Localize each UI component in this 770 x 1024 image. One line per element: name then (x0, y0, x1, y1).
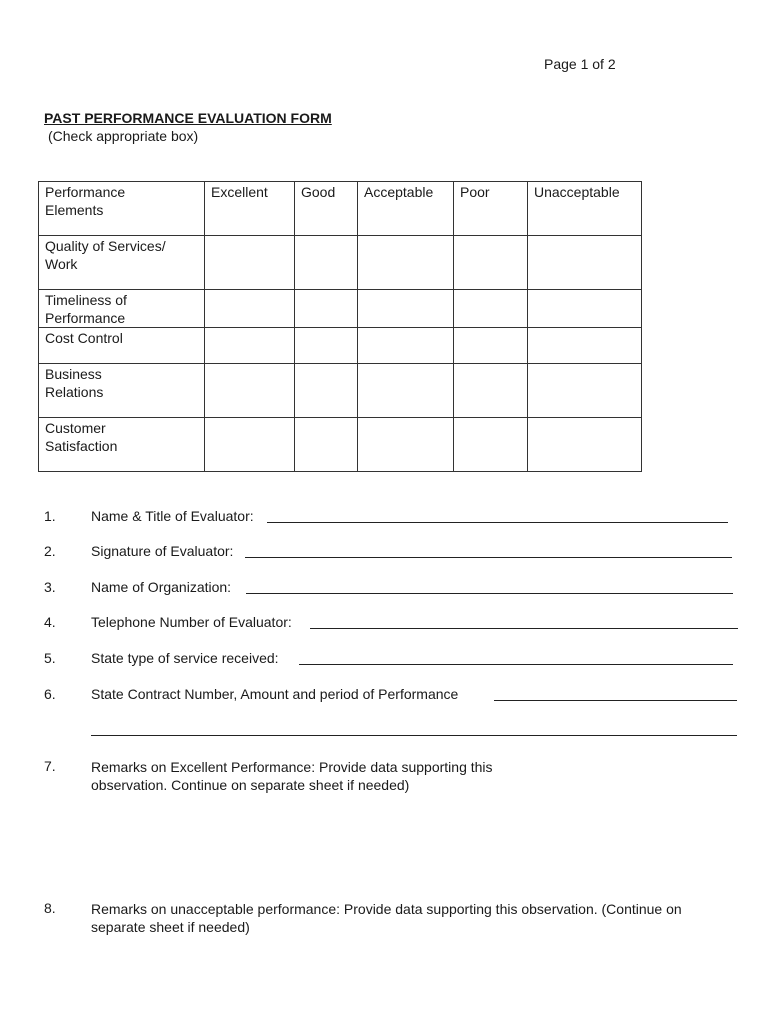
evaluator-telephone-label: Telephone Number of Evaluator: (91, 614, 292, 630)
evaluator-telephone-field[interactable] (310, 628, 738, 629)
row-label: Customer Satisfaction (39, 418, 205, 472)
rating-checkbox-unacceptable[interactable] (528, 290, 642, 328)
table-row (39, 418, 642, 472)
evaluator-name-field[interactable] (267, 522, 728, 523)
rating-checkbox-unacceptable[interactable] (528, 364, 642, 418)
rating-checkbox-acceptable[interactable] (358, 364, 454, 418)
item-number: 6. (44, 686, 56, 702)
rating-checkbox-acceptable[interactable] (358, 236, 454, 290)
header-poor: Poor (454, 182, 528, 236)
form-title: PAST PERFORMANCE EVALUATION FORM (44, 110, 332, 126)
unacceptable-remarks-label: Remarks on unacceptable performance: Provide data supporting this observation. (Continue on separate sheet if needed) (91, 901, 682, 935)
table-row (39, 236, 642, 290)
rating-checkbox-unacceptable[interactable] (528, 418, 642, 472)
item-number: 4. (44, 614, 56, 630)
organization-name-label: Name of Organization: (91, 579, 232, 595)
table-row (39, 328, 642, 364)
row-label: Cost Control (39, 328, 205, 364)
rating-checkbox-good[interactable] (295, 364, 358, 418)
item-number: 2. (44, 543, 56, 559)
rating-checkbox-excellent[interactable] (205, 236, 295, 290)
header-good: Good (295, 182, 358, 236)
table-header-row (39, 182, 642, 236)
header-acceptable: Acceptable (358, 182, 454, 236)
rating-checkbox-poor[interactable] (454, 364, 528, 418)
header-unacceptable: Unacceptable (528, 182, 642, 236)
row-label: Timeliness of Performance (39, 290, 205, 328)
rating-checkbox-excellent[interactable] (205, 418, 295, 472)
evaluation-table (38, 181, 642, 472)
item-number: 7. (44, 758, 56, 774)
excellent-remarks-label: Remarks on Excellent Performance: Provide data supporting this observation. Continue on separate sheet if needed) (91, 759, 493, 793)
table-row (39, 290, 642, 328)
rating-checkbox-good[interactable] (295, 290, 358, 328)
evaluator-signature-label: Signature of Evaluator: (91, 543, 234, 559)
item-number: 8. (44, 900, 56, 916)
rating-checkbox-acceptable[interactable] (358, 418, 454, 472)
table-row (39, 364, 642, 418)
rating-checkbox-poor[interactable] (454, 236, 528, 290)
rating-checkbox-acceptable[interactable] (358, 328, 454, 364)
contract-details-label: State Contract Number, Amount and period of Performance (91, 686, 459, 702)
rating-checkbox-acceptable[interactable] (358, 290, 454, 328)
row-label: Business Relations (39, 364, 205, 418)
page-number: Page 1 of 2 (544, 56, 616, 72)
rating-checkbox-excellent[interactable] (205, 328, 295, 364)
contract-details-field[interactable] (494, 700, 737, 701)
rating-checkbox-good[interactable] (295, 236, 358, 290)
header-performance-elements: Performance Elements (39, 182, 205, 236)
item-number: 3. (44, 579, 56, 595)
rating-checkbox-poor[interactable] (454, 328, 528, 364)
rating-checkbox-excellent[interactable] (205, 290, 295, 328)
rating-checkbox-unacceptable[interactable] (528, 236, 642, 290)
header-excellent: Excellent (205, 182, 295, 236)
service-type-field[interactable] (299, 664, 733, 665)
service-type-label: State type of service received: (91, 650, 279, 666)
organization-name-field[interactable] (246, 593, 733, 594)
evaluator-signature-field[interactable] (245, 557, 732, 558)
rating-checkbox-excellent[interactable] (205, 364, 295, 418)
item-number: 5. (44, 650, 56, 666)
form-subtitle: (Check appropriate box) (48, 128, 199, 144)
row-label: Quality of Services/ Work (39, 236, 205, 290)
rating-checkbox-good[interactable] (295, 328, 358, 364)
rating-checkbox-poor[interactable] (454, 418, 528, 472)
evaluator-name-label: Name & Title of Evaluator: (91, 508, 254, 524)
contract-details-field-continued[interactable] (91, 735, 737, 736)
rating-checkbox-unacceptable[interactable] (528, 328, 642, 364)
rating-checkbox-good[interactable] (295, 418, 358, 472)
rating-checkbox-poor[interactable] (454, 290, 528, 328)
item-number: 1. (44, 508, 56, 524)
